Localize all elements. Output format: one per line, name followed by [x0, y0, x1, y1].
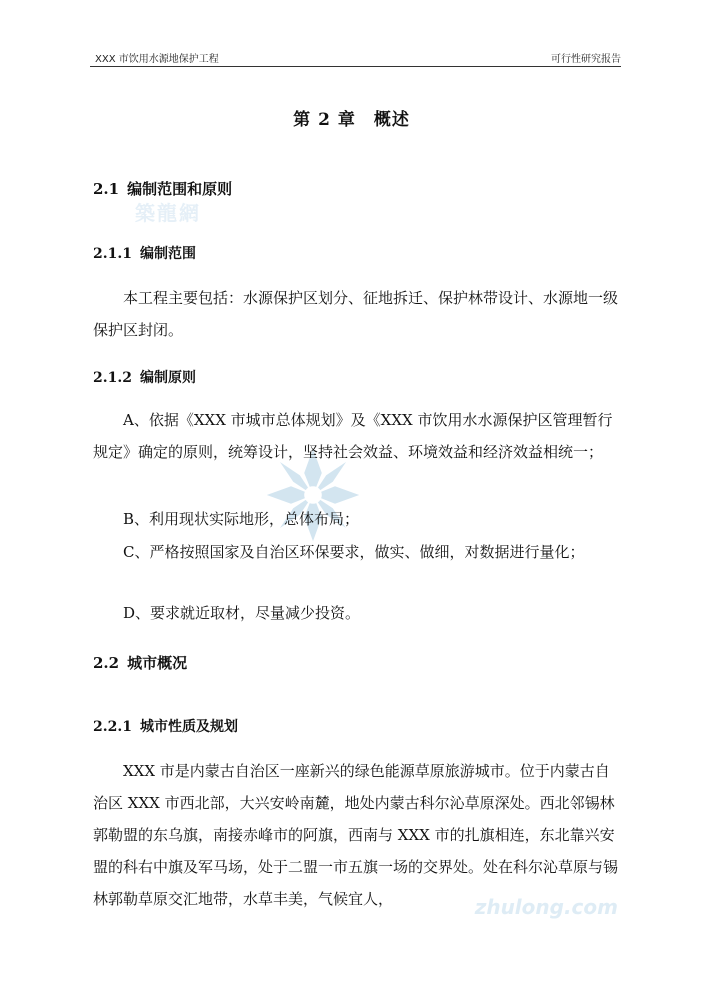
section-title: 编制范围和原则	[127, 180, 233, 198]
chapter-name: 概述	[373, 110, 410, 130]
page-header	[95, 50, 621, 66]
chapter-number: 第 2 章	[293, 110, 356, 130]
section-heading-2-2-1	[93, 716, 238, 736]
section-heading-2-2	[93, 652, 187, 673]
header-project-name: XXX 市饮用水源地保护工程	[95, 54, 219, 65]
section-heading-2-1	[93, 178, 232, 199]
section-heading-2-1-2	[93, 367, 196, 387]
principle-item-c: C、严格按照国家及自治区环保要求，做实、做细，对数据进行量化；	[123, 543, 585, 561]
scope-paragraph: 本工程主要包括：水源保护区划分、征地拆迁、保护林带设计、水源地一级保护区封闭。	[93, 289, 619, 339]
principle-item-d: D、要求就近取材，尽量减少投资。	[123, 604, 361, 622]
section-title: 编制范围	[139, 246, 196, 262]
section-number: 2.1.2	[93, 370, 132, 386]
city-overview-paragraph: XXX 市是内蒙古自治区一座新兴的绿色能源草原旅游城市。位于内蒙古自治区 XXX 市西北部，大兴安岭南麓，地处内蒙古科尔沁草原深处。西北邻锡林郭勒盟的东乌旗，南接赤峰市的阿旗，西南与 XXX 市的扎旗相连，东北靠兴安盟的科右中旗及军马场，处于二盟一市五旗一场的交界处。处在科尔沁草原与锡林郭勒草原交汇地带，水草丰美，气候宜人，	[93, 762, 619, 908]
header-report-type: 可行性研究报告	[551, 54, 621, 65]
section-title: 城市概况	[127, 654, 188, 672]
section-number: 2.1.1	[93, 246, 132, 262]
watermark-url: zhulong.com	[474, 895, 618, 919]
section-number: 2.2.1	[93, 719, 132, 735]
chapter-title	[0, 105, 703, 130]
header-divider	[90, 66, 621, 67]
section-title: 城市性质及规划	[139, 719, 238, 735]
watermark-text: 築龍網	[135, 201, 201, 225]
section-number: 2.1	[93, 180, 120, 198]
principle-item-a: A、依据《XXX 市城市总体规划》及《XXX 市饮用水水源保护区管理暂行规定》确定的原则，统筹设计，坚持社会效益、环境效益和经济效益相统一；	[93, 411, 613, 461]
principle-item-b: B、利用现状实际地形，总体布局；	[123, 510, 360, 528]
section-title: 编制原则	[139, 370, 196, 386]
section-number: 2.2	[93, 654, 120, 672]
section-heading-2-1-1	[93, 243, 196, 263]
